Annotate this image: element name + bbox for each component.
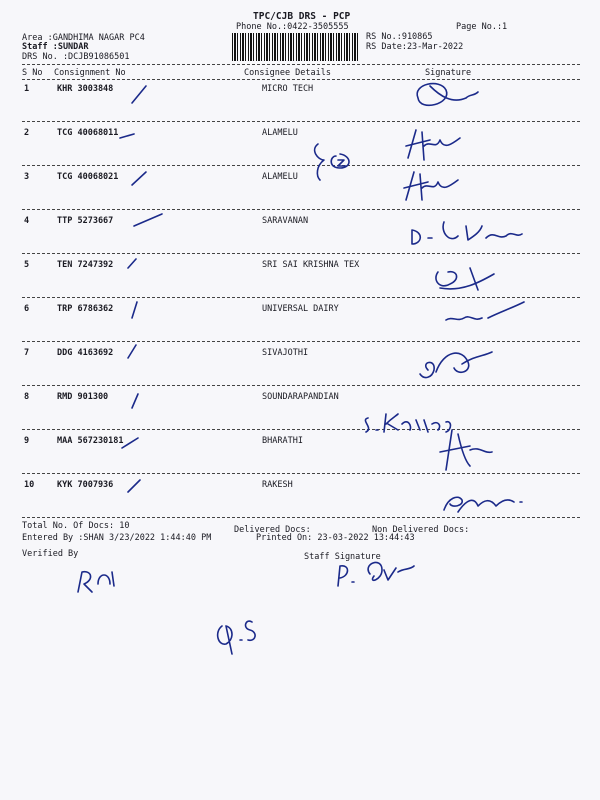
- row-sno: 5: [24, 260, 30, 270]
- tick-mark: [134, 214, 162, 226]
- delivered-docs: Delivered Docs:: [234, 525, 311, 535]
- row-sno: 6: [24, 304, 30, 314]
- tick-mark: [120, 134, 134, 138]
- rs-date: RS Date:23-Mar-2022: [366, 42, 464, 52]
- row-consignee: MICRO TECH: [262, 84, 314, 94]
- note-row8: [365, 414, 450, 432]
- row-consignee: ALAMELU: [262, 128, 298, 138]
- document-title: TPC/CJB DRS - PCP: [253, 11, 351, 22]
- row-consignment-no: MAA 567230181: [57, 436, 124, 446]
- tick-mark: [132, 172, 146, 185]
- row-sno: 8: [24, 392, 30, 402]
- area-field: Area :GANDHIMA NAGAR PC4: [22, 33, 145, 43]
- tick-mark: [128, 259, 136, 268]
- row-consignment-no: KYK 7007936: [57, 480, 114, 490]
- row-consignment-no: TRP 6786362: [57, 304, 114, 314]
- row-consignee: SOUNDARAPANDIAN: [262, 392, 339, 402]
- row-consignee: UNIVERSAL DAIRY: [262, 304, 339, 314]
- staff-signature-label: Staff Signature: [304, 552, 381, 562]
- signature-row3: [404, 172, 458, 200]
- row-consignee: BHARATHI: [262, 436, 303, 446]
- signature-row10: [444, 497, 522, 512]
- signature-row6: [446, 302, 524, 320]
- page-number: Page No.:1: [456, 22, 508, 32]
- column-header-consignee: Consignee Details: [244, 68, 331, 78]
- row-sno: 7: [24, 348, 30, 358]
- tick-mark: [122, 438, 138, 448]
- row-consignee: RAKESH: [262, 480, 293, 490]
- row-sno: 10: [24, 480, 35, 490]
- tick-mark: [128, 480, 140, 492]
- row-sno: 2: [24, 128, 30, 138]
- row-consignment-no: TCG 40068021: [57, 172, 119, 182]
- rs-number: RS No.:910865: [366, 32, 433, 42]
- verified-initials: [78, 572, 114, 592]
- signature-row9: [440, 430, 492, 470]
- tick-mark: [132, 86, 146, 103]
- total-docs: Total No. Of Docs: 10: [22, 521, 130, 531]
- phone-number: Phone No.:0422-3505555: [236, 22, 349, 32]
- brace-mark: [315, 144, 324, 180]
- row-consignee: ALAMELU: [262, 172, 298, 182]
- entered-by: Entered By :SHAN 3/23/2022 1:44:40 PM: [22, 533, 212, 543]
- bottom-handwritten-mark: [218, 621, 255, 654]
- signature-row4: [412, 222, 522, 244]
- tick-mark: [132, 394, 138, 408]
- column-header-consignment: Consignment No: [54, 68, 126, 78]
- row-consignment-no: TCG 40068011: [57, 128, 119, 138]
- quantity-two: [338, 160, 346, 166]
- row-sno: 4: [24, 216, 30, 226]
- staff-field: Staff :SUNDAR: [22, 42, 89, 52]
- verified-by-label: Verified By: [22, 549, 79, 559]
- tick-mark: [128, 345, 136, 358]
- row-consignment-no: DDG 4163692: [57, 348, 114, 358]
- row-consignee: SIVAJOTHI: [262, 348, 309, 358]
- row-consignment-no: TEN 7247392: [57, 260, 114, 270]
- row-consignee: SARAVANAN: [262, 216, 309, 226]
- signature-row2: [406, 130, 460, 160]
- signature-row1: [417, 84, 478, 106]
- row-consignment-no: TTP 5273667: [57, 216, 114, 226]
- signature-row5: [436, 268, 494, 290]
- row-sno: 1: [24, 84, 30, 94]
- row-consignee: SRI SAI KRISHNA TEX: [262, 260, 360, 270]
- column-header-signature: Signature: [425, 68, 472, 78]
- row-sno: 9: [24, 436, 30, 446]
- printed-on: Printed On: 23-03-2022 13:44:43: [256, 533, 415, 543]
- non-delivered-docs: Non Delivered Docs:: [372, 525, 470, 535]
- column-header-sno: S No: [22, 68, 43, 78]
- row-sno: 3: [24, 172, 30, 182]
- signature-row7: [420, 352, 492, 377]
- drs-number: DRS No. :DCJB91086501: [22, 52, 130, 62]
- row-consignment-no: RMD 901300: [57, 392, 109, 402]
- tick-mark: [132, 302, 137, 318]
- staff-signature: [338, 562, 414, 586]
- row-consignment-no: KHR 3003848: [57, 84, 114, 94]
